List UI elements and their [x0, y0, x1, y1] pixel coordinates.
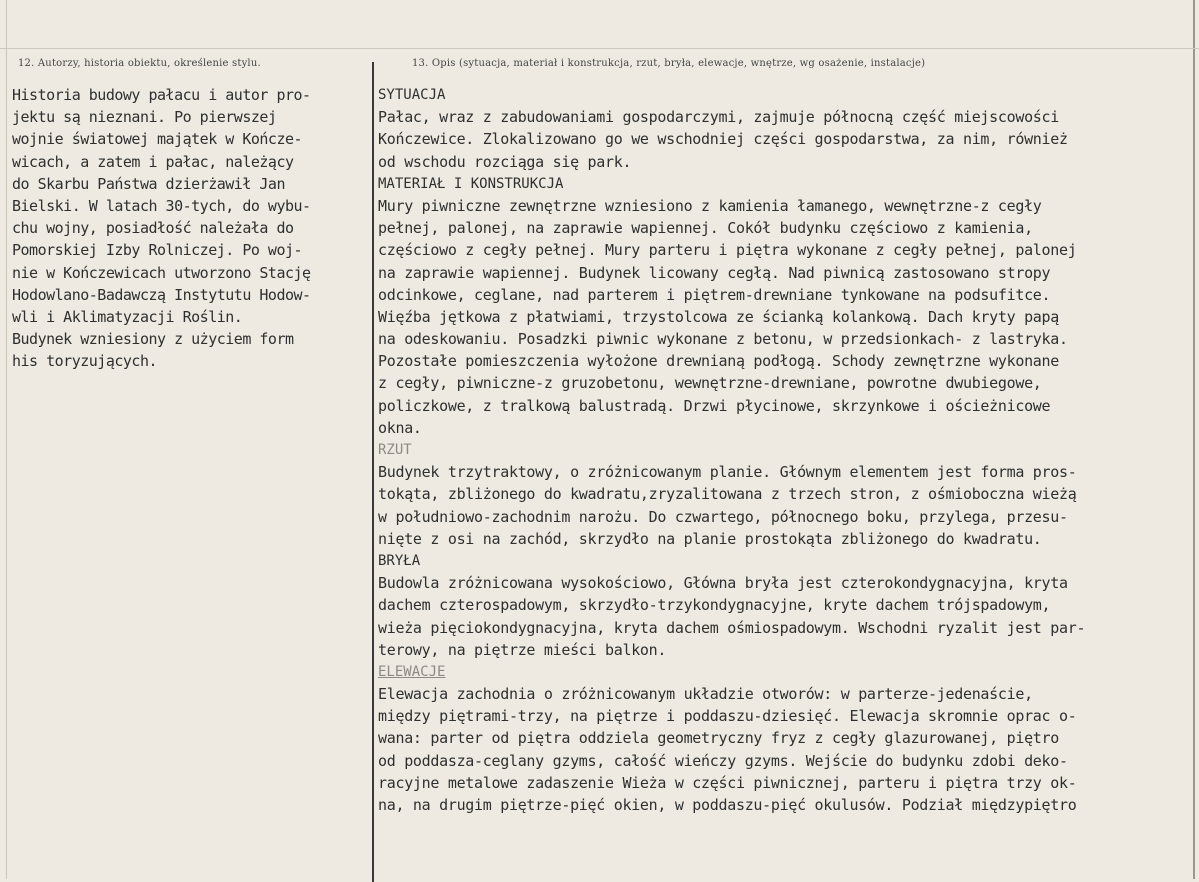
- description-text-line: na zaprawie wapiennej. Budynek licowany cegłą. Nad piwnicą zastosowano stropy: [378, 263, 1051, 282]
- description-text-line: okna.: [378, 418, 422, 437]
- history-text-line: wojnie światowej majątek w Kończe-: [12, 130, 303, 149]
- history-text-line: Historia budowy pałacu i autor pro-: [12, 86, 311, 104]
- right-field-caption: 13. Opis (sytuacja, materiał i konstrukcja, rzut, bryła, elewacje, wnętrze, wg osażenie, instalacje): [412, 58, 926, 69]
- history-text-line: wicach, a zatem i pałac, należący: [12, 152, 294, 171]
- description-text-line: terowy, na piętrze mieści balkon.: [378, 640, 667, 659]
- history-text-line: his toryzujących.: [12, 352, 158, 371]
- description-text-line: w południowo-zachodnim narożu. Do czwartego, północnego boku, przylega, przesu-: [378, 507, 1068, 526]
- description-text-line: Budowla zróżnicowana wysokościowo, Główna bryła jest czterokondygnacyjna, kryta: [378, 574, 1068, 593]
- page-left-edge: [6, 0, 7, 879]
- description-text-line: tokąta, zbliżonego do kwadratu,zryzalitowana z trzech stron, z ośmioboczna wieżą: [378, 485, 1077, 504]
- description-text-line: na, na drugim piętrze-pięć okien, w poddaszu-pięć okulusów. Podział międzypiętro: [378, 796, 1077, 814]
- description-text-line: Pozostałe pomieszczenia wyłożone drewnianą podłogą. Schody zewnętrzne wykonane: [378, 352, 1060, 371]
- left-field-caption: 12. Autorzy, historia obiektu, określenie stylu.: [18, 58, 261, 69]
- history-text-line: nie w Kończewicach utworzono Stację: [12, 263, 311, 282]
- description-text-line: Pałac, wraz z zabudowaniami gospodarczymi, zajmuje północną część miejscowości: [378, 108, 1060, 127]
- description-text-line: Mury piwniczne zewnętrzne wzniesiono z kamienia łamanego, wewnętrzne-z cegły: [378, 196, 1042, 215]
- description-text-line: dachem czterospadowym, skrzydło-trzykondygnacyjne, kryte dachem trójspadowym,: [378, 596, 1051, 615]
- page-right-edge: [1193, 0, 1195, 879]
- history-text-line: jektu są nieznani. Po pierwszej: [12, 108, 277, 127]
- description-text-line: odcinkowe, ceglane, nad parterem i piętrem-drewniane tynkowane na podsufitce.: [378, 285, 1051, 304]
- history-text-line: wli i Aklimatyzacji Roślin.: [12, 307, 243, 326]
- description-text-line: od wschodu rozciąga się park.: [378, 152, 632, 171]
- section-heading: ELEWACJE: [378, 663, 446, 680]
- description-text-line: policzkowe, z tralkową balustradą. Drzwi płycinowe, skrzynkowe i ościeżnicowe: [378, 396, 1051, 415]
- description-text-line: wieża pięciokondygnacyjna, kryta dachem ośmiospadowym. Wschodni ryzalit jest par-: [378, 618, 1086, 637]
- description-text-line: z cegły, piwniczne-z gruzobetonu, wewnętrzne-drewniane, powrotne dwubiegowe,: [378, 374, 1042, 393]
- history-text-line: do Skarbu Państwa dzierżawił Jan: [12, 174, 285, 193]
- description-column: [378, 84, 1193, 816]
- history-text-line: Budynek wzniesiony z użyciem form: [12, 330, 294, 349]
- description-text-line: Kończewice. Zlokalizowano go we wschodniej części gospodarstwa, za nim, również: [378, 130, 1068, 149]
- section-heading: SYTUACJA: [378, 87, 446, 103]
- history-column: [12, 84, 367, 372]
- form-top-rule: [0, 48, 1199, 49]
- description-text-line: nięte z osi na zachód, skrzydło na planie prostokąta zbliżonego do kwadratu.: [378, 529, 1042, 548]
- section-heading: RZUT: [378, 442, 412, 458]
- history-text-line: Hodowlano-Badawczą Instytutu Hodow-: [12, 285, 311, 304]
- description-text-line: między piętrami-trzy, na piętrze i poddaszu-dziesięć. Elewacja skromnie oprac o-: [378, 707, 1077, 726]
- description-text-line: Elewacja zachodnia o zróżnicowanym układzie otworów: w parterze-jedenaście,: [378, 685, 1033, 704]
- description-text-line: częściowo z cegły pełnej. Mury parteru i piętra wykonane z cegły pełnej, palonej: [378, 241, 1077, 260]
- description-text-line: od poddasza-ceglany gzyms, całość wieńczy gzyms. Wejście do budynku zdobi deko-: [378, 751, 1068, 770]
- history-text-line: Pomorskiej Izby Rolniczej. Po woj-: [12, 241, 303, 260]
- section-heading: MATERIAŁ I KONSTRUKCJA: [378, 175, 564, 192]
- section-heading: BRYŁA: [378, 552, 421, 569]
- description-text-line: pełnej, palonej, na zaprawie wapiennej. Cokół budynku częściowo z kamienia,: [378, 219, 1033, 238]
- description-text-line: Więźba jętkowa z płatwiami, trzystolcowa ze ścianką kolankową. Dach kryty papą: [378, 307, 1060, 326]
- description-text-line: Budynek trzytraktowy, o zróżnicowanym planie. Głównym elementem jest forma pros-: [378, 463, 1077, 482]
- column-divider: [372, 62, 374, 882]
- history-text-line: chu wojny, posiadłość należała do: [12, 219, 294, 238]
- description-text-line: racyjne metalowe zadaszenie Wieża w części piwnicznej, parteru i piętra trzy ok-: [378, 773, 1077, 792]
- description-text-line: wana: parter od piętra oddziela geometryczny fryz z cegły glazurowanej, piętro: [378, 729, 1060, 748]
- history-text-line: Bielski. W latach 30-tych, do wybu-: [12, 196, 311, 215]
- description-text-line: na odeskowaniu. Posadzki piwnic wykonane z betonu, w przedsionkach- z lastryka.: [378, 330, 1068, 349]
